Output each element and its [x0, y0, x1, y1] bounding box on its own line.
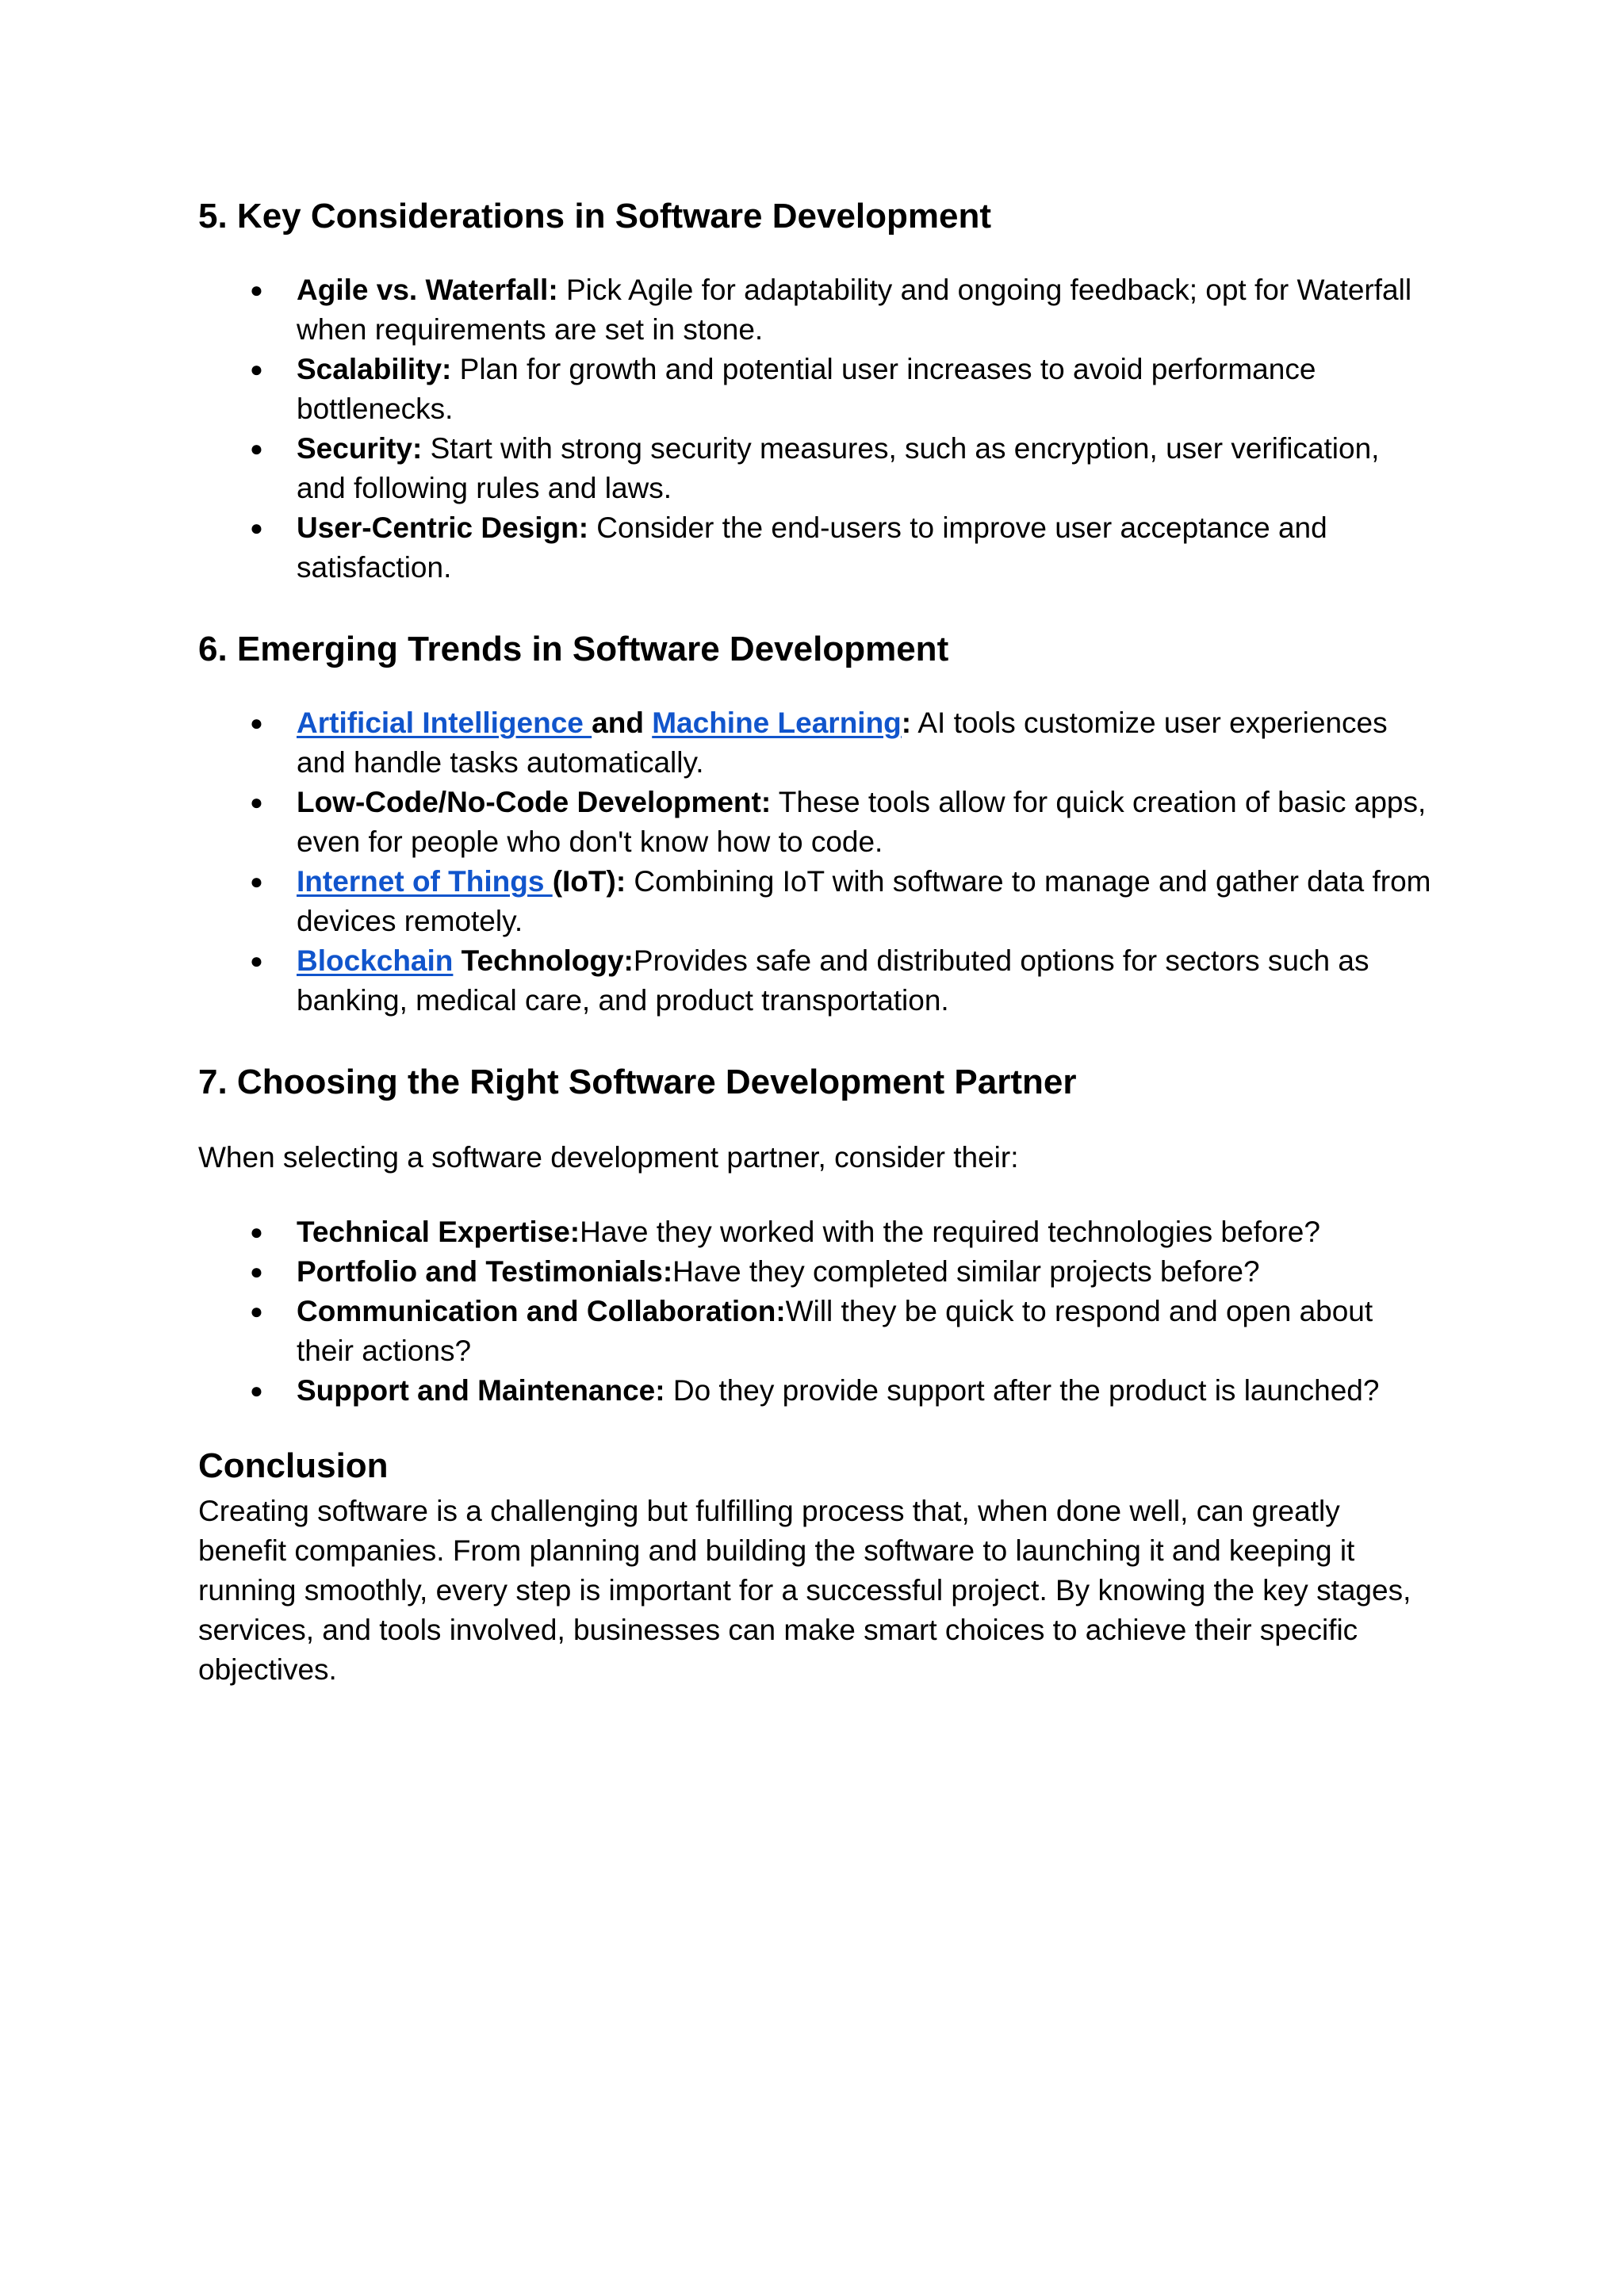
bullet-icon: ● — [250, 278, 263, 302]
bullet-icon: ● — [250, 436, 263, 461]
item-text: AI tools customize user experiences and handle tasks automatically. — [297, 707, 1388, 779]
list-item — [198, 941, 1435, 1021]
list-item — [198, 703, 1435, 783]
list-item — [198, 1371, 1435, 1411]
item-label: and — [592, 707, 653, 739]
document-page — [198, 194, 1435, 1690]
list-item — [198, 508, 1435, 588]
list-item — [198, 862, 1435, 941]
list-item — [198, 429, 1435, 508]
item-label: Agile vs. Waterfall: — [297, 274, 558, 306]
section-5-list — [198, 270, 1435, 588]
bullet-icon: ● — [250, 357, 263, 381]
list-item — [198, 783, 1435, 862]
item-label: Technology: — [453, 944, 634, 977]
item-text: Combining IoT with software to manage and gather data from devices remotely. — [297, 865, 1431, 937]
item-text: Will they be quick to respond and open about their actions? — [297, 1295, 1373, 1367]
item-label: Technical Expertise: — [297, 1216, 580, 1248]
item-label: Security: — [297, 432, 423, 465]
blockchain-link[interactable]: Blockchain — [297, 944, 454, 977]
item-text: Start with strong security measures, such as encryption, user verification, and following rules and laws. — [297, 432, 1380, 504]
bullet-icon: ● — [250, 710, 263, 735]
bullet-icon: ● — [250, 515, 263, 540]
item-text: Consider the end-users to improve user acceptance and satisfaction. — [297, 511, 1327, 584]
bullet-icon: ● — [250, 1378, 263, 1403]
artificial-intelligence-link[interactable]: Artificial Intelligence — [297, 707, 592, 739]
item-label: : — [901, 707, 912, 739]
bullet-icon: ● — [250, 1220, 263, 1244]
section-5-heading: 5. Key Considerations in Software Development — [198, 197, 992, 236]
item-text: Provides safe and distributed options for sectors such as banking, medical care, and product transportation. — [297, 944, 1369, 1017]
conclusion-heading: Conclusion — [198, 1446, 389, 1485]
section-7-list — [198, 1212, 1435, 1411]
item-text: These tools allow for quick creation of basic apps, even for people who don't know how to code. — [297, 786, 1427, 858]
list-item — [198, 1292, 1435, 1371]
item-label: User-Centric Design: — [297, 511, 589, 544]
item-label: Support and Maintenance: — [297, 1374, 665, 1407]
section-7-heading: 7. Choosing the Right Software Development Partner — [198, 1063, 1077, 1101]
item-label: Scalability: — [297, 353, 452, 385]
item-text: Have they completed similar projects before? — [672, 1255, 1260, 1288]
bullet-icon: ● — [250, 869, 263, 894]
item-label: (IoT): — [552, 865, 626, 898]
item-text: Have they worked with the required technologies before? — [580, 1216, 1320, 1248]
item-label: Low-Code/No-Code Development: — [297, 786, 772, 818]
machine-learning-link[interactable]: Machine Learning — [652, 707, 902, 739]
section-6-heading: 6. Emerging Trends in Software Development — [198, 630, 949, 668]
item-label: Communication and Collaboration: — [297, 1295, 786, 1327]
bullet-icon: ● — [250, 1259, 263, 1284]
list-item — [198, 1252, 1435, 1292]
internet-of-things-link[interactable]: Internet of Things — [297, 865, 553, 898]
section-6-list — [198, 703, 1435, 1021]
item-text: Do they provide support after the product is launched? — [665, 1374, 1380, 1407]
bullet-icon: ● — [250, 948, 263, 973]
item-label: Portfolio and Testimonials: — [297, 1255, 673, 1288]
conclusion-paragraph: Creating software is a challenging but fulfilling process that, when done well, can greatly benefit companies. From planning and building the software to launching it and keeping it running smoothly, every step is important for a successful project. By knowing the key stages, services, and tools involved, businesses can make smart choices to achieve their specific objectives. — [198, 1495, 1411, 1686]
bullet-icon: ● — [250, 790, 263, 814]
item-text: Plan for growth and potential user increases to avoid performance bottlenecks. — [297, 353, 1316, 425]
list-item — [198, 350, 1435, 429]
item-text: Pick Agile for adaptability and ongoing feedback; opt for Waterfall when requirements are set in stone. — [297, 274, 1412, 346]
list-item — [198, 270, 1435, 350]
list-item — [198, 1212, 1435, 1252]
section-7-intro: When selecting a software development partner, consider their: — [198, 1141, 1019, 1174]
bullet-icon: ● — [250, 1299, 263, 1323]
